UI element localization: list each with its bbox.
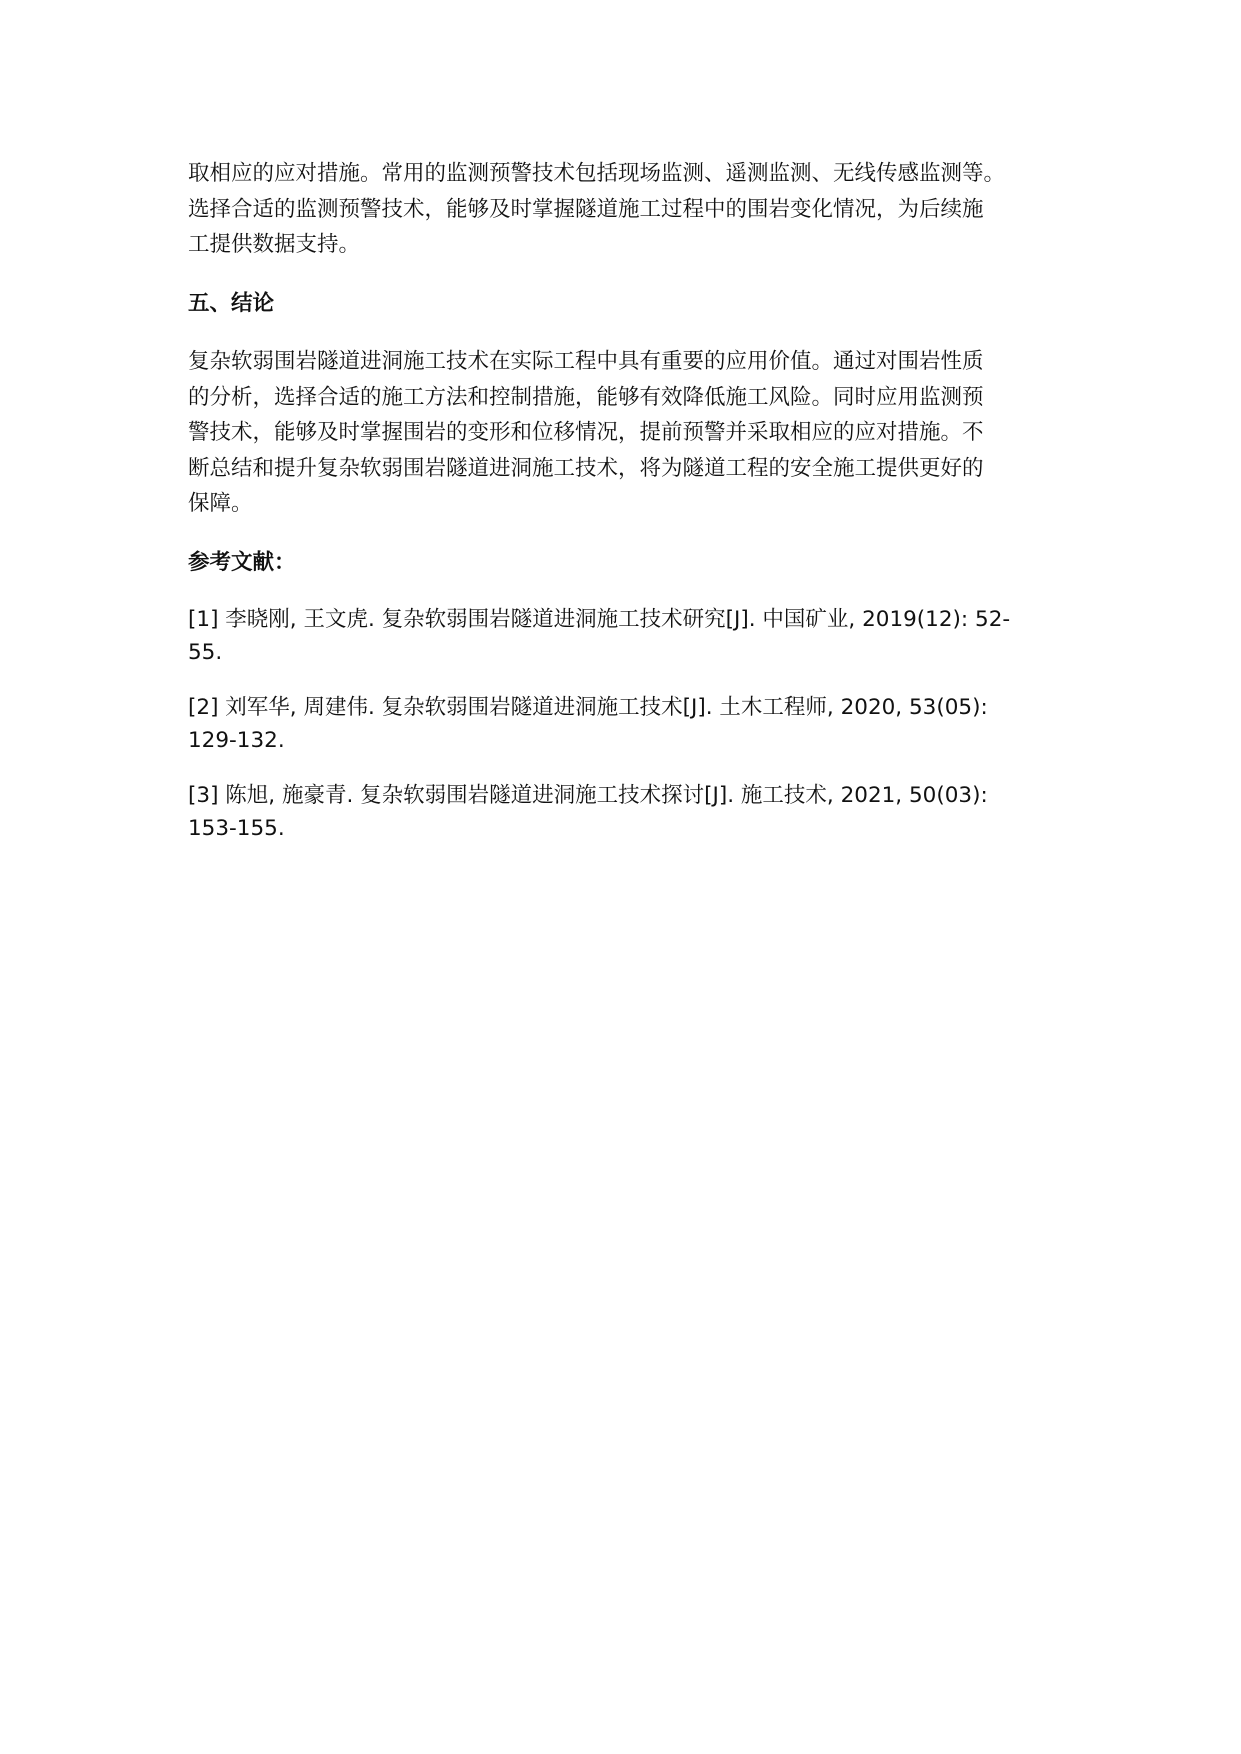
paragraph-conclusion: [188, 344, 1068, 522]
text-line: 工提供数据支持。: [188, 232, 361, 257]
reference-line: [1] 李晓刚, 王文虎. 复杂软弱围岩隧道进洞施工技术研究[J]. 中国矿业, 2019(12): 52-: [188, 607, 1011, 632]
reference-line: 153-155.: [188, 816, 285, 841]
references-title: 参考文献：: [188, 549, 296, 575]
text-line: 的分析，选择合适的施工方法和控制措施，能够有效降低施工风险。同时应用监测预: [188, 384, 984, 410]
text-line: 断总结和提升复杂软弱围岩隧道进洞施工技术，将为隧道工程的安全施工提供更好的: [188, 455, 984, 481]
text-line: 保障。: [188, 491, 253, 516]
reference-item-1: [188, 603, 1068, 669]
text-line: 取相应的应对措施。常用的监测预警技术包括现场监测、遥测监测、无线传感监测等。: [188, 161, 1006, 186]
text-line: 复杂软弱围岩隧道进洞施工技术在实际工程中具有重要的应用价值。通过对围岩性质: [188, 349, 984, 374]
document-page: [188, 156, 1068, 867]
text-line: 警技术，能够及时掌握围岩的变形和位移情况，提前预警并采取相应的应对措施。不: [188, 420, 984, 445]
reference-line: [2] 刘军华, 周建伟. 复杂软弱围岩隧道进洞施工技术[J]. 土木工程师, 2020, 53(05):: [188, 695, 988, 720]
reference-line: 129-132.: [188, 728, 285, 753]
paragraph-monitoring: [188, 156, 1068, 263]
reference-item-2: [188, 691, 1068, 757]
reference-line: 55.: [188, 640, 223, 665]
text-line: 选择合适的监测预警技术，能够及时掌握隧道施工过程中的围岩变化情况，为后续施: [188, 196, 984, 222]
reference-item-3: [188, 779, 1068, 845]
section-heading-conclusion: 五、结论: [188, 290, 275, 316]
reference-line: [3] 陈旭, 施豪青. 复杂软弱围岩隧道进洞施工技术探讨[J]. 施工技术, 2021, 50(03):: [188, 783, 988, 808]
